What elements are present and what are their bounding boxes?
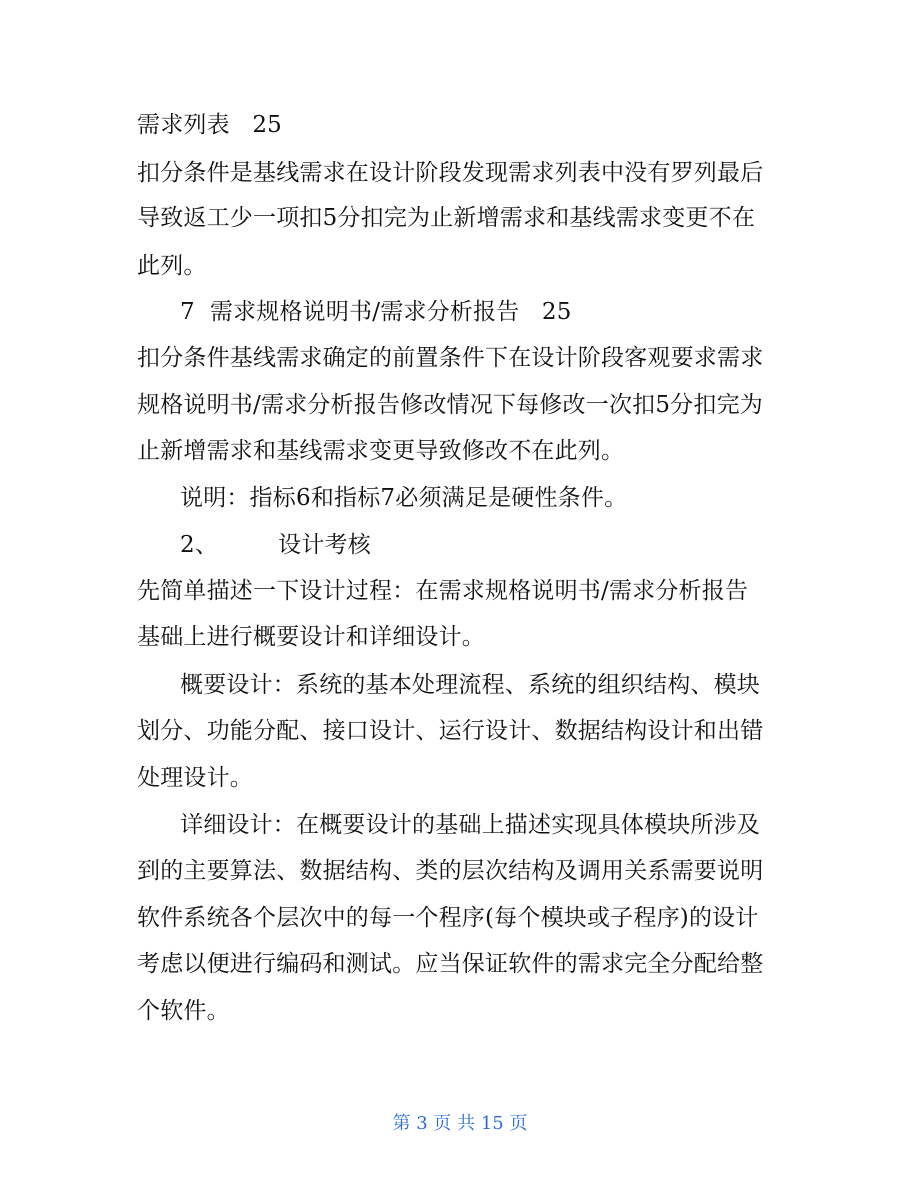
text-line: 先简单描述一下设计过程：在需求规格说明书/需求分析报告	[137, 578, 749, 604]
section-heading: 2、 设计考核	[180, 532, 371, 558]
text-line: 详细设计：在概要设计的基础上描述实现具体模块所涉及	[180, 812, 760, 838]
text-line: 个软件。	[137, 998, 230, 1024]
text-line: 导致返工少一项扣5分扣完为止新增需求和基线需求变更不在	[137, 205, 756, 231]
section-heading: 7 需求规格说明书/需求分析报告 25	[180, 299, 572, 325]
text-line: 考虑以便进行编码和测试。应当保证软件的需求完全分配给整	[137, 951, 764, 977]
text-line: 划分、功能分配、接口设计、运行设计、数据结构设计和出错	[137, 718, 764, 744]
text-line: 处理设计。	[137, 765, 253, 791]
text-line: 基础上进行概要设计和详细设计。	[137, 624, 485, 650]
text-line: 到的主要算法、数据结构、类的层次结构及调用关系需要说明	[137, 858, 764, 884]
text-line: 止新增需求和基线需求变更导致修改不在此列。	[137, 438, 625, 464]
text-line: 需求列表 25	[137, 112, 282, 138]
text-line: 软件系统各个层次中的每一个程序(每个模块或子程序)的设计	[137, 905, 759, 931]
text-line: 扣分条件是基线需求在设计阶段发现需求列表中没有罗列最后	[137, 160, 764, 186]
text-line: 此列。	[137, 253, 207, 279]
text-line: 规格说明书/需求分析报告修改情况下每修改一次扣5分扣完为	[137, 392, 763, 418]
text-line: 扣分条件基线需求确定的前置条件下在设计阶段客观要求需求	[137, 345, 764, 371]
note-line: 说明：指标6和指标7必须满足是硬性条件。	[180, 485, 628, 511]
page-footer: 第 3 页 共 15 页	[392, 1113, 528, 1134]
text-line: 概要设计：系统的基本处理流程、系统的组织结构、模块	[180, 672, 760, 698]
